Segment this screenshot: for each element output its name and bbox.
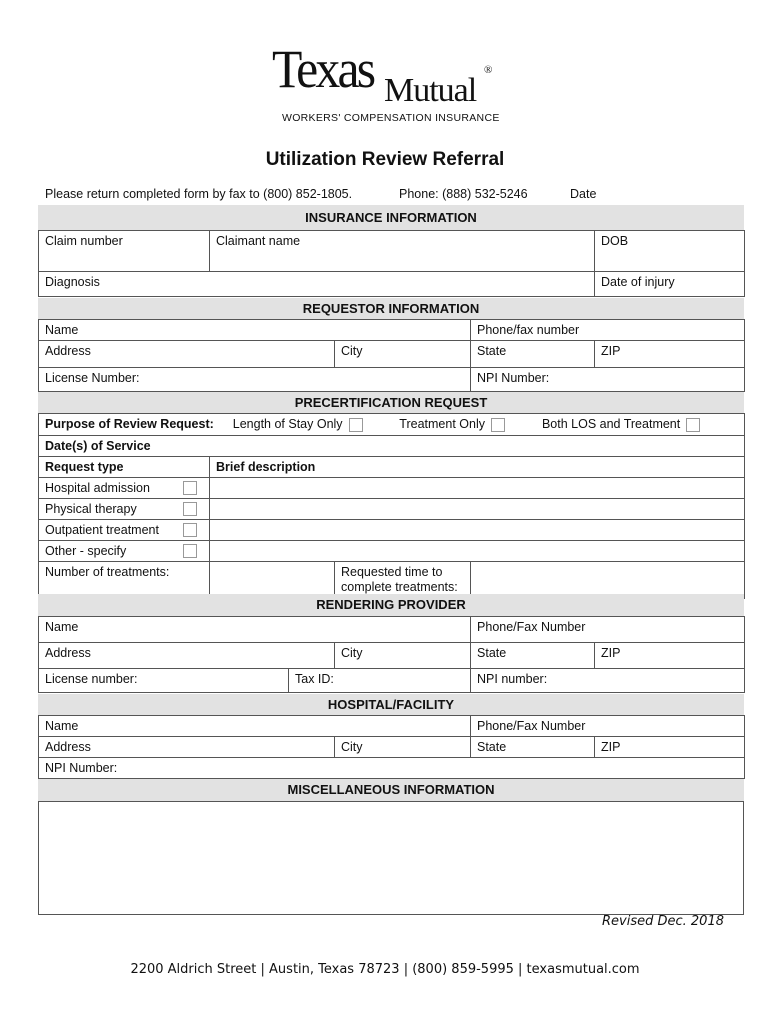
revised-date: Revised Dec. 2018 [602, 914, 724, 929]
hospital-npi-field[interactable]: NPI Number: [39, 758, 745, 779]
request-type-header: Request type [39, 456, 210, 477]
claimant-name-field[interactable]: Claimant name [210, 231, 595, 272]
rendering-phone-fax-field[interactable]: Phone/Fax Number [471, 617, 745, 643]
treatment-option-label: Treatment Only [399, 417, 485, 431]
precert-table [38, 413, 745, 599]
request-item-label: Other - specify [45, 543, 127, 558]
requestor-header: REQUESTOR INFORMATION [38, 298, 744, 319]
both-checkbox[interactable] [686, 418, 700, 432]
request-item-pt [39, 498, 210, 519]
misc-textarea[interactable] [38, 801, 744, 915]
insurance-header: INSURANCE INFORMATION [38, 205, 744, 230]
rendering-npi-field[interactable]: NPI number: [471, 669, 745, 693]
requestor-table-body [38, 319, 745, 392]
hospital-checkbox[interactable] [183, 481, 197, 495]
number-of-treatments-field[interactable] [210, 561, 335, 598]
requested-time-label: Requested time to complete treatments: [335, 561, 471, 598]
rendering-city-field[interactable]: City [335, 643, 471, 669]
requested-time-field[interactable] [471, 561, 745, 598]
rendering-license-field[interactable]: License number: [39, 669, 289, 693]
hospital-city-field[interactable]: City [335, 737, 471, 758]
purpose-row [39, 414, 745, 436]
requestor-city-field[interactable]: City [335, 341, 471, 368]
claim-number-field[interactable]: Claim number [39, 231, 210, 272]
hospital-table [38, 715, 745, 779]
brief-description-header: Brief description [210, 456, 745, 477]
los-checkbox[interactable] [349, 418, 363, 432]
hospital-name-field[interactable]: Name [39, 716, 471, 737]
misc-header: MISCELLANEOUS INFORMATION [38, 779, 744, 801]
rendering-name-field[interactable]: Name [39, 617, 471, 643]
treatment-checkbox[interactable] [491, 418, 505, 432]
dob-field[interactable]: DOB [595, 231, 745, 272]
rendering-table [38, 616, 745, 693]
purpose-label: Purpose of Review Request: [45, 417, 214, 431]
hospital-phone-fax-field[interactable]: Phone/Fax Number [471, 716, 745, 737]
logo [272, 40, 502, 128]
hospital-zip-field[interactable]: ZIP [595, 737, 745, 758]
request-item-label: Physical therapy [45, 501, 137, 516]
insurance-table [38, 230, 745, 297]
rendering-address-field[interactable]: Address [39, 643, 335, 669]
fax-instruction: Please return completed form by fax to (800) 852-1805. [45, 187, 353, 201]
diagnosis-field[interactable]: Diagnosis [39, 272, 595, 297]
other-description-field[interactable] [210, 540, 745, 561]
page-title: Utilization Review Referral [265, 149, 505, 170]
outpatient-checkbox[interactable] [183, 523, 197, 537]
request-item-label: Outpatient treatment [45, 522, 159, 537]
rendering-state-field[interactable]: State [471, 643, 595, 669]
request-item-outpatient [39, 519, 210, 540]
requestor-license-field[interactable]: License Number: [39, 368, 471, 392]
outpatient-description-field[interactable] [210, 519, 745, 540]
requestor-npi-field[interactable]: NPI Number: [471, 368, 745, 392]
rendering-tax-id-field[interactable]: Tax ID: [289, 669, 471, 693]
requestor-name-cell[interactable]: Name [39, 320, 471, 341]
footer-address: 2200 Aldrich Street | Austin, Texas 78723 | (800) 859-5995 | texasmutual.com [130, 962, 640, 977]
hospital-state-field[interactable]: State [471, 737, 595, 758]
dates-of-service-field[interactable]: Date(s) of Service [39, 435, 745, 456]
hospital-address-field[interactable]: Address [39, 737, 335, 758]
logo-registered-mark: ® [484, 64, 493, 76]
request-item-other [39, 540, 210, 561]
los-option-label: Length of Stay Only [232, 417, 343, 431]
pt-checkbox[interactable] [183, 502, 197, 516]
phone-number: Phone: (888) 532-5246 [399, 187, 528, 201]
logo-subtitle: WORKERS' COMPENSATION INSURANCE [282, 112, 500, 124]
requestor-state-field[interactable]: State [471, 341, 595, 368]
precert-header: PRECERTIFICATION REQUEST [38, 392, 744, 413]
number-of-treatments-label: Number of treatments: [39, 561, 210, 598]
request-item-label: Hospital admission [45, 480, 150, 495]
rendering-header: RENDERING PROVIDER [38, 594, 744, 616]
requestor-address-field[interactable]: Address [39, 341, 335, 368]
hospital-header: HOSPITAL/FACILITY [38, 694, 744, 715]
requestor-zip-field[interactable]: ZIP [595, 341, 745, 368]
both-option-label: Both LOS and Treatment [541, 417, 681, 431]
requestor-phone-fax-cell[interactable]: Phone/fax number [471, 320, 745, 341]
pt-description-field[interactable] [210, 498, 745, 519]
logo-texas: Texas [272, 39, 374, 99]
date-label: Date [570, 187, 597, 201]
request-item-hospital [39, 477, 210, 498]
rendering-zip-field[interactable]: ZIP [595, 643, 745, 669]
hospital-description-field[interactable] [210, 477, 745, 498]
logo-mutual: Mutual [384, 72, 477, 109]
other-checkbox[interactable] [183, 544, 197, 558]
date-of-injury-field[interactable]: Date of injury [595, 272, 745, 297]
